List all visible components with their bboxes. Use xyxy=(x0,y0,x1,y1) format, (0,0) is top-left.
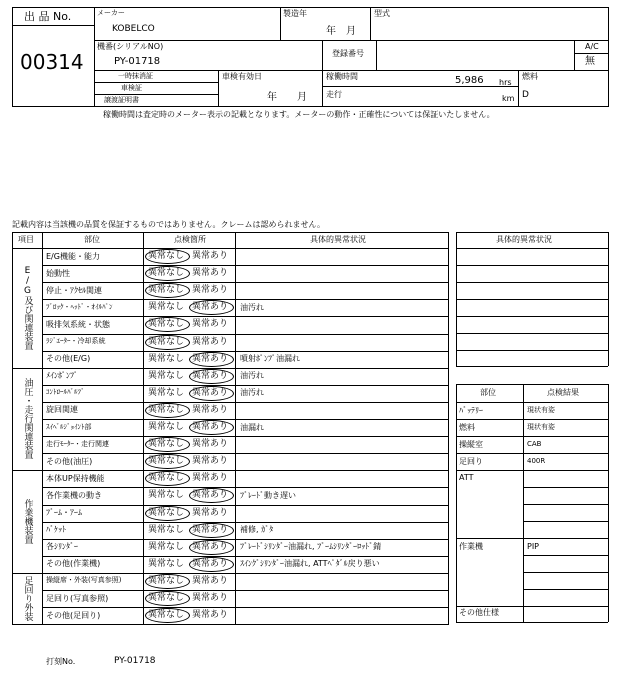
status-ok: 異常なし xyxy=(148,404,185,415)
status-ng: 異常あり xyxy=(192,285,229,296)
disclaimer: 記載内容は当該機の品質を保証するものではありません。クレームは認められません。 xyxy=(12,220,325,229)
status-circle xyxy=(145,574,190,589)
status-circle xyxy=(189,300,234,315)
row-part: その他(E/G) xyxy=(46,354,91,364)
row-detail: ﾌﾞﾚｰﾄﾞ動き遅い xyxy=(240,490,296,500)
row-detail: 噴射ﾎﾟﾝﾌﾟ油漏れ xyxy=(240,354,300,364)
status-ok: 異常なし xyxy=(148,558,185,569)
maker-label: メーカー xyxy=(97,9,125,17)
row-part: 旋回関連 xyxy=(46,405,78,415)
lot-label: 出 品 No. xyxy=(24,10,72,23)
status-circle xyxy=(189,488,234,503)
status-circle xyxy=(189,386,234,401)
maker-value: KOBELCO xyxy=(112,24,155,34)
side-detail-header: 具体的異常状況 xyxy=(496,235,552,244)
year-month-text: 年 月 xyxy=(326,26,356,37)
status-circle xyxy=(145,403,190,418)
status-circle xyxy=(145,283,190,298)
status-ng: 異常あり xyxy=(192,268,229,279)
row-part: ﾗｼﾞｴｰﾀｰ・冷却系統 xyxy=(46,337,106,345)
status-ok: 異常なし xyxy=(148,593,185,603)
row-part: その他(油圧) xyxy=(46,456,93,466)
status-ng: 異常あり xyxy=(192,353,229,364)
row-part: 足回り(写真参照) xyxy=(46,593,109,603)
col-detail-header: 具体的異常状況 xyxy=(310,235,366,244)
status-ok: 異常なし xyxy=(148,507,185,518)
status-ng: 異常あり xyxy=(192,387,229,398)
row-part: ｽｲﾍﾞﾙｼﾞｮｲﾝﾄ部 xyxy=(46,422,92,431)
status-ok: 異常なし xyxy=(148,268,185,279)
side-col-part: 部位 xyxy=(480,388,496,397)
row-detail: 油汚れ xyxy=(240,388,264,398)
col-check-header: 点検箇所 xyxy=(174,235,206,244)
inspect-valid-text: 年 月 xyxy=(267,92,307,103)
row-part: 各ｼﾘﾝﾀﾞｰ xyxy=(46,542,78,552)
km-unit: km xyxy=(502,94,515,103)
status-ok: 異常なし xyxy=(148,456,185,467)
model-label: 型式 xyxy=(374,9,390,18)
col-item-header: 項目 xyxy=(18,235,34,244)
status-ng: 異常あり xyxy=(192,524,229,535)
side-row-result: CAB xyxy=(527,440,542,448)
row-part: ﾌﾞｰﾑ・ｱｰﾑ xyxy=(46,508,82,517)
side-att-label: ATT xyxy=(459,473,474,482)
status-ok: 異常なし xyxy=(148,285,185,296)
row-part: 停止・ｱｸｾﾙ関連 xyxy=(46,285,102,295)
status-ok: 異常なし xyxy=(148,473,185,484)
row-part: その他(足回り) xyxy=(46,610,101,620)
status-circle xyxy=(145,317,190,332)
stamp-value: PY-01718 xyxy=(114,656,156,666)
status-circle xyxy=(145,454,190,469)
col-part-header: 部位 xyxy=(84,235,100,244)
status-ng: 異常あり xyxy=(192,439,229,450)
status-ng: 異常あり xyxy=(192,610,229,621)
status-ok: 異常なし xyxy=(148,490,185,501)
status-ng: 異常あり xyxy=(192,319,229,330)
row-part: ｺﾝﾄﾛｰﾙﾊﾞﾙﾌﾞ xyxy=(46,388,85,397)
row-part: 操縦席・外装(写真参照) xyxy=(46,576,122,585)
group-label: 足回り外装 xyxy=(22,576,33,622)
row-detail: ｽｲﾝｸﾞｼﾘﾝﾀﾞｰ油漏れ, ATTﾍﾟﾀﾞﾙ戻り悪い xyxy=(240,559,380,569)
status-ok: 異常なし xyxy=(148,353,185,364)
serial-label: 機番(シリアルNO) xyxy=(97,42,164,51)
status-circle xyxy=(189,369,234,384)
side-row-result: 現状有姿 xyxy=(527,423,555,431)
status-circle xyxy=(189,523,234,538)
side-row-part: 足回り xyxy=(459,457,483,466)
status-ng: 異常あり xyxy=(192,302,229,313)
row-detail: 油汚れ xyxy=(240,302,264,312)
hours-unit: hrs xyxy=(499,78,512,87)
status-circle xyxy=(145,335,190,350)
side-work-value: PIP xyxy=(527,542,540,551)
status-ng: 異常あり xyxy=(192,507,229,518)
row-part: ﾌﾞﾛｯｸ・ﾍｯﾄﾞ・ｵｲﾙﾊﾟﾝ xyxy=(46,302,113,311)
lot-number: 00314 xyxy=(20,50,84,74)
hours-note: 稼働時間は査定時のメーター表示の記載となります。メーターの動作・正確性については保証いたしません。 xyxy=(103,110,495,119)
status-ok: 異常なし xyxy=(148,439,185,450)
status-circle xyxy=(189,557,234,572)
cert-inspect-label: 車検証 xyxy=(121,84,142,92)
status-ok: 異常なし xyxy=(148,370,185,381)
side-row-part: 操縦室 xyxy=(459,440,483,449)
cert-transfer-label: 譲渡証明書 xyxy=(104,96,139,104)
row-part: 本体UP保持機能 xyxy=(46,473,105,483)
group-label: E/G及び関連装置 xyxy=(22,265,33,350)
status-ng: 異常あり xyxy=(192,473,229,484)
group-label: 油圧・走行関連装置 xyxy=(22,378,33,460)
status-circle xyxy=(145,471,190,486)
status-circle xyxy=(189,420,234,435)
status-circle xyxy=(145,249,190,264)
status-ng: 異常あり xyxy=(192,404,229,415)
side-row-result: 現状有姿 xyxy=(527,406,555,414)
group-label: 作業機装置 xyxy=(22,499,33,545)
status-ng: 異常あり xyxy=(192,251,229,261)
row-part: その他(作業機) xyxy=(46,559,101,569)
ac-value: 無 xyxy=(585,56,595,67)
status-ok: 異常なし xyxy=(148,251,185,261)
side-other-label: その他仕様 xyxy=(459,608,499,617)
side-row-part: ﾊﾞｯﾃﾘｰ xyxy=(459,406,483,415)
row-part: ﾊﾞｹｯﾄ xyxy=(46,525,66,535)
inspect-valid-label: 車検有効日 xyxy=(222,72,262,81)
row-part: 各作業機の動き xyxy=(46,490,102,500)
status-circle xyxy=(145,437,190,452)
status-ok: 異常なし xyxy=(148,541,185,552)
status-ng: 異常あり xyxy=(192,558,229,569)
reg-label: 登録番号 xyxy=(332,49,364,58)
row-part: E/G機能・能力 xyxy=(46,251,100,261)
status-ng: 異常あり xyxy=(192,490,229,501)
status-circle xyxy=(189,540,234,555)
status-ng: 異常あり xyxy=(192,456,229,467)
fuel-label: 燃料 xyxy=(522,72,538,81)
status-ok: 異常なし xyxy=(148,336,185,347)
status-ok: 異常なし xyxy=(148,422,185,432)
status-ng: 異常あり xyxy=(192,541,229,552)
side-row-part: 燃料 xyxy=(459,423,475,432)
status-ok: 異常なし xyxy=(148,302,185,313)
row-detail: 油汚れ xyxy=(240,371,264,381)
hours-value: 5,986 xyxy=(455,75,484,86)
status-ok: 異常なし xyxy=(148,387,185,398)
side-work-label: 作業機 xyxy=(459,542,483,551)
status-ok: 異常なし xyxy=(148,524,185,535)
status-circle xyxy=(145,608,190,623)
row-detail: 補修, ｶﾞﾀ xyxy=(240,525,274,535)
status-circle xyxy=(145,266,190,281)
row-part: ﾒｲﾝﾎﾟﾝﾌﾟ xyxy=(46,371,78,381)
cert-temp-label: 一時抹消証 xyxy=(118,72,153,80)
year-label: 製造年 xyxy=(283,9,307,18)
status-circle xyxy=(145,591,190,606)
row-detail: 油漏れ xyxy=(240,422,264,432)
ac-label: A/C xyxy=(585,42,599,51)
status-ng: 異常あり xyxy=(192,593,229,603)
serial-value: PY-01718 xyxy=(114,56,161,67)
status-ng: 異常あり xyxy=(192,370,229,381)
side-col-result: 点検結果 xyxy=(547,388,579,397)
side-row-result: 400R xyxy=(527,457,546,465)
km-label: 走行 xyxy=(326,90,342,99)
hours-label: 稼働時間 xyxy=(326,72,358,81)
status-ok: 異常なし xyxy=(148,610,185,621)
status-ok: 異常なし xyxy=(148,575,185,586)
status-circle xyxy=(145,506,190,521)
status-ng: 異常あり xyxy=(192,575,229,586)
status-ng: 異常あり xyxy=(192,422,229,432)
stamp-label: 打刻No. xyxy=(46,657,76,666)
status-ok: 異常なし xyxy=(148,319,185,330)
fuel-value: D xyxy=(522,90,529,100)
status-ng: 異常あり xyxy=(192,336,229,347)
row-detail: ﾌﾞﾚｰﾄﾞｼﾘﾝﾀﾞｰ油漏れ, ﾌﾞｰﾑｼﾘﾝﾀﾞｰﾛｯﾄﾞ錆 xyxy=(240,542,382,552)
row-part: 走行ﾓｰﾀｰ・走行関連 xyxy=(46,439,109,448)
row-part: 吸排気系統・状態 xyxy=(46,319,110,329)
status-circle xyxy=(189,352,234,367)
row-part: 始動性 xyxy=(46,268,70,278)
